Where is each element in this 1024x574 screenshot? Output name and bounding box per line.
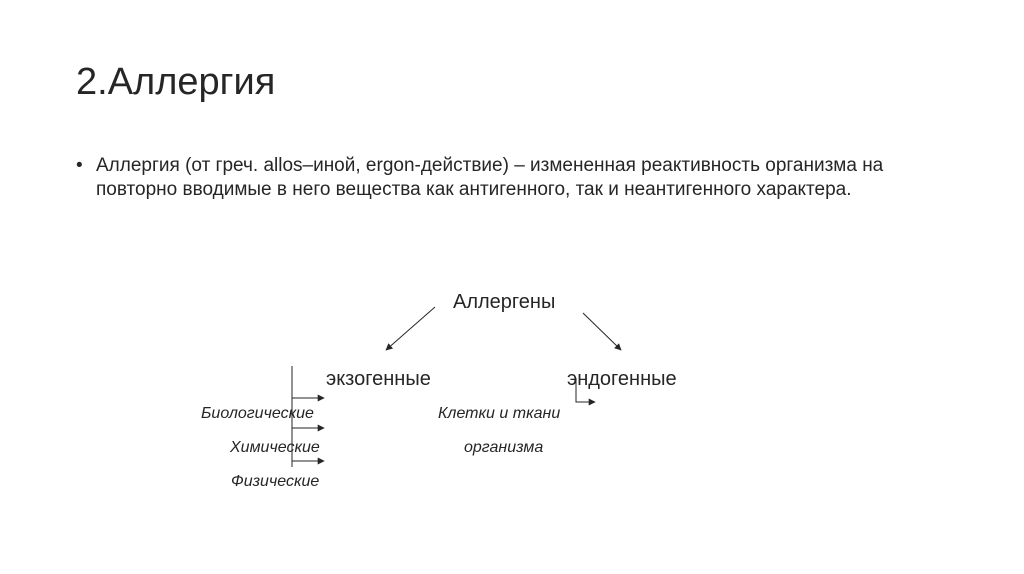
allergens-label: Аллергены [453, 291, 556, 313]
bullet-text: Аллергия (от греч. allos–иной, ergon-действие) – измененная реактивность организма на повторно вводимые в него вещества как антигенного, так и неантигенного характера. [96, 155, 884, 200]
exogenous-item-physical: Физические [231, 473, 320, 490]
slide-title: 2.Аллергия [76, 61, 276, 103]
arrow-to-exogenous [386, 307, 435, 350]
exogenous-item-chemical: Химические [230, 439, 320, 456]
endogenous-item-cells: Клетки и ткани [438, 405, 561, 422]
arrow-to-endogenous [583, 313, 621, 350]
exogenous-item-biological: Биологические [201, 405, 314, 422]
endogenous-label: эндогенные [567, 368, 677, 390]
exogenous-label: экзогенные [326, 368, 431, 390]
bullet-marker: • [76, 155, 83, 176]
endogenous-item-organism: организма [464, 439, 544, 456]
